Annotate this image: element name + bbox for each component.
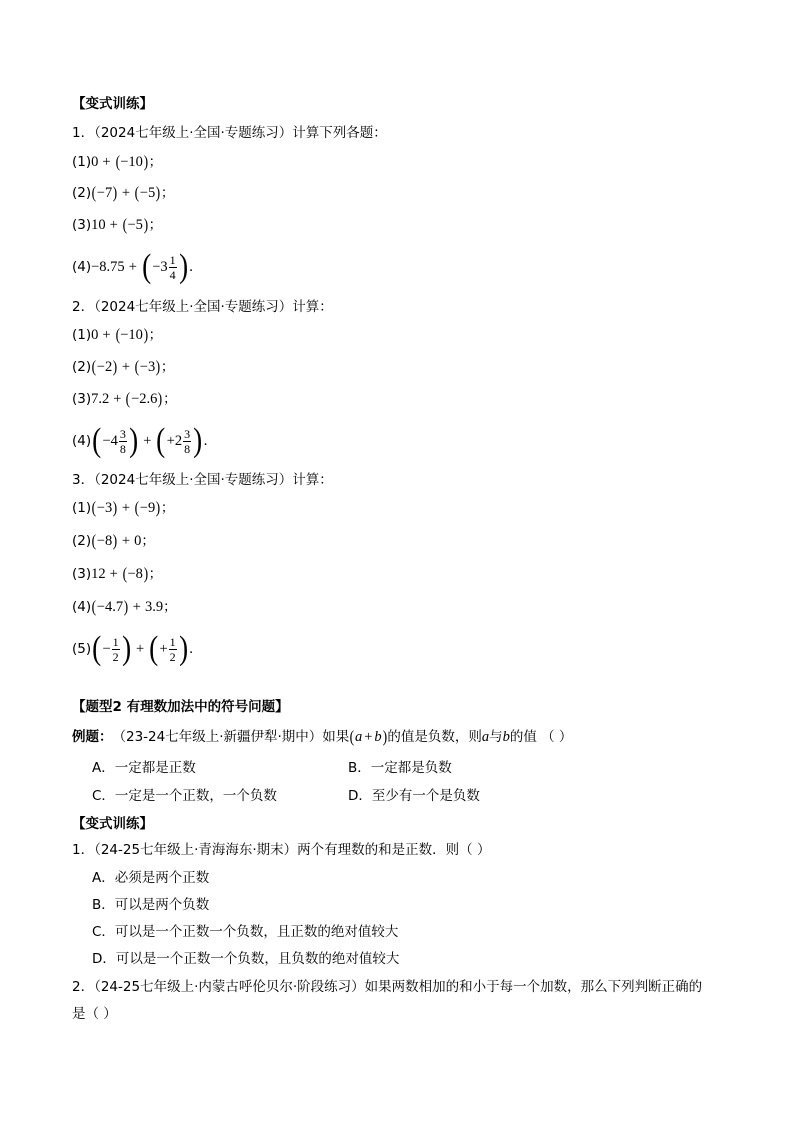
q3-item-3: (3) 12 + ( −8 ) ； bbox=[72, 564, 163, 583]
section-header-variant-training: 【变式训练】 bbox=[72, 96, 153, 112]
q1-item-3: (3) 10 + ( −5 ) ； bbox=[72, 215, 163, 234]
q1-item-4: (4) −8.75 + ( −3 $\frac{1}{4}$ ) ． bbox=[72, 248, 203, 285]
fraction: $\frac{1}{2}$ bbox=[112, 634, 119, 664]
q3-item-5: (5) ( − $\frac{1}{2}$ ) + ( + $\frac{1}{2}$ ) ． bbox=[72, 630, 203, 667]
fraction: $\frac{1}{4}$ bbox=[169, 252, 176, 282]
q2-item-1: (1) 0 + ( −10 ) ； bbox=[72, 325, 163, 344]
practice-q1-option-d: D．可以是一个正数一个负数，且负数的绝对值较大 bbox=[92, 951, 400, 967]
question-1-stem: 1．（2024七年级上·全国·专题练习）计算下列各题： bbox=[72, 125, 387, 141]
fraction: $\frac{3}{8}$ bbox=[119, 426, 126, 456]
question-2-stem: 2．（2024七年级上·全国·专题练习）计算： bbox=[72, 299, 333, 315]
fraction: $\frac{1}{2}$ bbox=[169, 634, 176, 664]
q3-item-2: (2) ( −8 ) + 0 ； bbox=[72, 531, 155, 550]
q2-item-4: (4) ( −4 $\frac{3}{8}$ ) + ( +2 $\frac{3}{8}$ ) ． bbox=[72, 422, 217, 459]
example-option-c: C．一定是一个正数，一个负数 bbox=[92, 788, 277, 804]
practice-q1-option-b: B．可以是两个负数 bbox=[92, 897, 210, 913]
example-question: 例题： （23-24七年级上·新疆伊犁·期中）如果 ( a + b ) 的值是负数，则 a 与 b 的值 （ ） bbox=[72, 727, 573, 746]
q1-item-2: (2) ( −7 ) + ( −5 ) ； bbox=[72, 183, 175, 202]
practice-q1-option-a: A．必须是两个正数 bbox=[92, 870, 210, 886]
practice-question-1-stem: 1．（24-25七年级上·青海海东·期末）两个有理数的和是正数．则（ ） bbox=[72, 842, 491, 858]
practice-question-2-stem-line-2: 是（ ） bbox=[72, 1006, 117, 1022]
section-header-variant-training-2: 【变式训练】 bbox=[72, 816, 153, 832]
section-header-type-2: 【题型2 有理数加法中的符号问题】 bbox=[72, 699, 289, 715]
practice-question-2-stem-line-1: 2．（24-25七年级上·内蒙古呼伦贝尔·阶段练习）如果两数相加的和小于每一个加数，那么下列判断正确的 bbox=[72, 979, 703, 995]
q2-item-2: (2) ( −2 ) + ( −3 ) ； bbox=[72, 357, 175, 376]
example-option-b: B．一定都是负数 bbox=[348, 760, 452, 776]
q3-item-1: (1) ( −3 ) + ( −9 ) ； bbox=[72, 498, 175, 517]
practice-q1-option-c: C．可以是一个正数一个负数，且正数的绝对值较大 bbox=[92, 924, 399, 940]
example-option-d: D．至少有一个是负数 bbox=[348, 788, 480, 804]
question-3-stem: 3．（2024七年级上·全国·专题练习）计算： bbox=[72, 472, 333, 488]
example-option-a: A．一定都是正数 bbox=[92, 760, 196, 776]
q1-item-1: (1) 0 + ( −10 ) ； bbox=[72, 152, 163, 171]
fraction: $\frac{3}{8}$ bbox=[184, 426, 191, 456]
q2-item-3: (3) 7.2 + ( −2.6 ) ； bbox=[72, 389, 177, 408]
q3-item-4: (4) ( −4.7 ) + 3.9 ； bbox=[72, 597, 177, 616]
